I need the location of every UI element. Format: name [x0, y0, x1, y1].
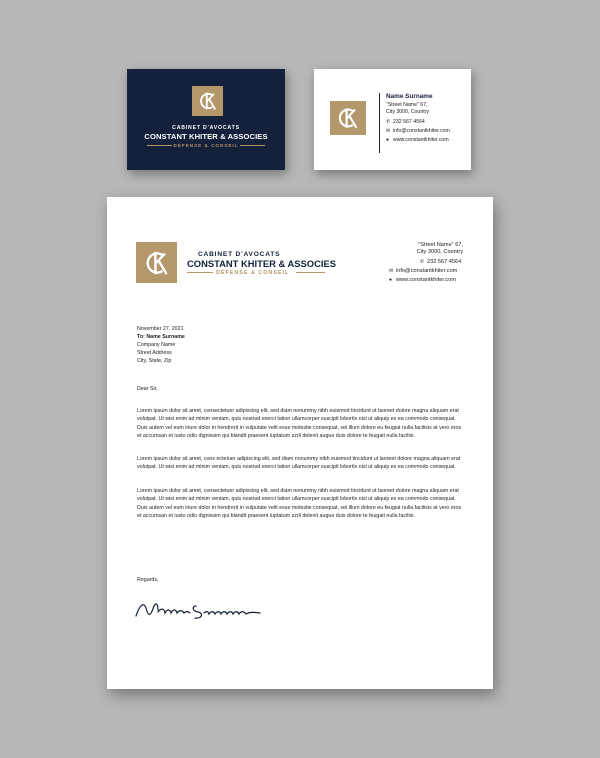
- letterhead-website: www.constantkhiter.com: [396, 277, 457, 283]
- card-address-line1: "Street Name" 67,: [386, 102, 428, 108]
- letter-paragraph: Lorem ipsum dolor sit amet, cons ectetuer adipiscing elit, sed diam nonummy nibh euismod tincidunt ut laoreet dolore magna aliquam erat volutpat. Ut wisi enim ad minim veniam, quis nostrud exerci tation ullamcorper suscipit lobortis nisl ut aliquip ex ea commodo consequat.: [137, 456, 461, 471]
- ck-monogram-icon: [334, 104, 362, 132]
- monogram-logo: [330, 101, 366, 135]
- letterhead-phone-row: [420, 259, 461, 265]
- letter-closing: Regards,: [137, 577, 159, 583]
- letter-greeting: Dear Sir,: [137, 386, 158, 392]
- phone-icon: ✆: [420, 259, 425, 265]
- vertical-divider: [379, 93, 380, 153]
- letterhead-website-row: [389, 277, 456, 283]
- card-tagline: DÉFENSE & CONSEIL: [173, 143, 239, 148]
- globe-icon: ●: [386, 137, 390, 143]
- monogram-logo: [192, 86, 223, 116]
- letterhead-firm-name: CONSTANT KHITER & ASSOCIES: [187, 258, 336, 269]
- card-cabinet-label: CABINET D'AVOCATS: [172, 125, 240, 131]
- letterhead-phone: 232 567 4564: [427, 259, 462, 265]
- letter-recipient: To: Name Surname: [137, 334, 185, 340]
- card-person-name: Name Surname: [386, 93, 433, 100]
- card-address-line2: City 3000, Country: [386, 109, 429, 115]
- handwritten-signature: [134, 598, 264, 624]
- divider: [240, 145, 265, 146]
- mail-icon: ✉: [389, 268, 394, 274]
- phone-icon: ✆: [386, 119, 391, 125]
- card-email: info@constantkhiter.com: [393, 128, 450, 134]
- letterhead-cabinet-label: CABINET D'AVOCATS: [198, 251, 281, 258]
- letter-paragraph: Lorem ipsum dolor sit amet, consectetuer adipiscing elit, sed diam nonummy nibh euismod tincidunt ut laoreet dolore magna aliquam erat volutpat. Ut wisi enim ad minim veniam, quis nostrud exerci tation ullamcorper suscipit lobortis nisl ut aliquip ex ea commodo consequat. Duis autem vel eum iriure dolor in hendrerit in vulputate velit esse molestie consequat, vel illum dolore eu feugiat nulla facilisis at vero eros et accumsan et iusto odio dignissim qui blandit praesent luptatum zzril delenit augue duis dolore te feugait nulla facilisi.: [137, 408, 462, 439]
- card-website-row: [386, 137, 449, 143]
- ck-monogram-icon: [141, 247, 173, 279]
- letterhead-address-line1: "Street Name" 67,: [418, 242, 463, 248]
- card-firm-name: CONSTANT KHITER & ASSOCIES: [144, 132, 268, 141]
- divider: [296, 272, 325, 273]
- card-email-row: [386, 128, 450, 134]
- letter-company: Company Name: [137, 342, 176, 348]
- card-phone-row: [386, 119, 425, 125]
- letterhead-email-row: [389, 268, 457, 274]
- divider: [187, 272, 213, 273]
- mail-icon: ✉: [386, 128, 391, 134]
- monogram-logo: [136, 242, 177, 283]
- business-card-front: [127, 69, 285, 170]
- letter-paragraph: Lorem ipsum dolor sit amet, consectetuer adipiscing elit, sed diam nonummy nibh euismod tincidunt ut laoreet dolore magna aliquam erat volutpat. Ut wisi enim ad minim veniam, quis nostrud exerci tation ullamcorper suscipit lobortis nisl ut aliquip ex ea commodo consequat. Duis autem vel eum iriure dolor in hendrerit in vulputate velit esse molestie consequat, vel illum dolore eu feugiat nulla facilisis at vero eros et accumsan et iusto odio dignissim qui blandit praesent luptatum zzril delenit augue duis dolore te feugait nulla facilisi.: [137, 488, 462, 519]
- globe-icon: ●: [389, 277, 393, 283]
- letter-street: Street Address: [137, 350, 172, 356]
- letter-city: City, State, Zip: [137, 358, 172, 364]
- card-phone: 232 567 4564: [393, 119, 425, 125]
- letter-date: November 27, 2021: [137, 326, 184, 332]
- letterhead-tagline: DÉFENSE & CONSEIL: [216, 270, 290, 276]
- card-website: www.constantkhiter.com: [393, 137, 449, 143]
- letterhead-address-line2: City 3000, Country: [416, 249, 463, 255]
- letterhead-email: info@constantkhiter.com: [396, 268, 458, 274]
- ck-monogram-icon: [196, 89, 220, 113]
